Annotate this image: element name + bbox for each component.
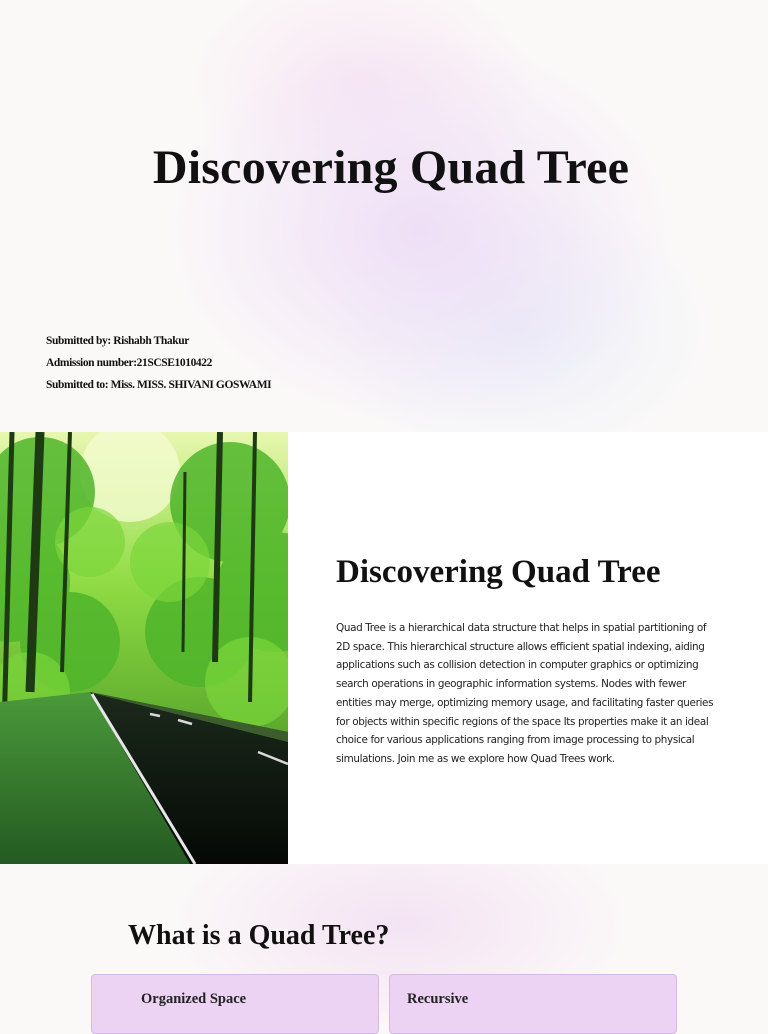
title-slide [0, 0, 768, 432]
admission-number: Admission number:21SCSE1010422 [46, 357, 212, 369]
what-title: What is a Quad Tree? [128, 920, 390, 951]
submission-info [46, 334, 271, 400]
intro-title: Discovering Quad Tree [336, 554, 661, 590]
card-title: Organized Space [141, 991, 247, 1007]
card-organized-space [91, 974, 379, 1034]
intro-paragraph: Quad Tree is a hierarchical data structure that helps in spatial partitioning of 2D space. This hierarchical structure allows efficient spatial indexing, aiding applications such as collision detection in computer graphics or optimizing search operations in geographic information systems. Nodes with fewer entities may merge, optimizing memory usage, and facilitating faster queries for objects within specific regions of the space Its properties make it an ideal choice for various applications ranging from image processing to physical simulations. Join me as we explore how Quad Trees work. [336, 622, 714, 765]
forest-road-image [0, 432, 288, 864]
card-recursive [389, 974, 677, 1034]
forest-road-photo [0, 432, 288, 864]
card-title: Recursive [407, 991, 469, 1007]
submitted-by: Submitted by: Rishabh Thakur [46, 335, 189, 347]
slide-title: Discovering Quad Tree [152, 141, 630, 194]
submitted-to: Submitted to: Miss. MISS. SHIVANI GOSWAMI [46, 379, 272, 391]
